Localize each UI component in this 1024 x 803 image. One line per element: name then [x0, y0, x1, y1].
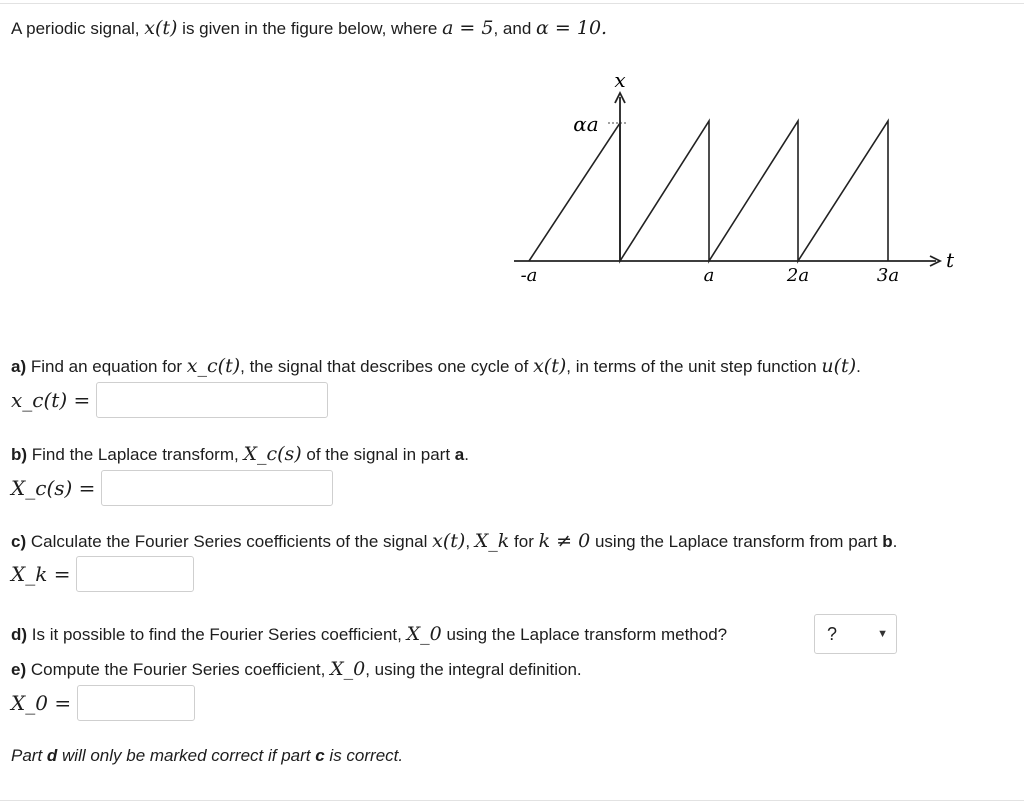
part-c-xk: X_k — [474, 530, 510, 552]
part-e-answer-row — [11, 683, 195, 723]
part-c-sep: , — [465, 532, 475, 551]
part-b-text1: Find the Laplace transform, — [27, 445, 244, 464]
part-a-answer-input[interactable] — [96, 382, 328, 418]
part-c-ref: b — [882, 532, 893, 551]
part-d-text1: Is it possible to find the Fourier Series coefficient, — [27, 625, 407, 644]
chevron-down-icon: ▼ — [877, 628, 888, 640]
note-t1: Part — [11, 746, 47, 765]
part-e-answer-input[interactable] — [77, 685, 195, 721]
part-a-label: a) — [11, 357, 27, 376]
part-e-answer-prefix: X_0 = — [11, 691, 72, 715]
t-axis-label: t — [945, 248, 955, 272]
part-c-text3: using the Laplace transform from part — [590, 532, 883, 551]
part-e-question — [11, 658, 582, 680]
part-c-text1: Calculate the Fourier Series coefficients of the signal — [26, 532, 433, 551]
part-c-answer-row — [11, 554, 194, 594]
intro-and: , and — [493, 19, 537, 38]
part-c-cond: k ≠ 0 — [538, 530, 591, 552]
intro-alpha-eq: α = 10. — [536, 17, 608, 39]
part-e-text1: Compute the Fourier Series coefficient, — [26, 660, 331, 679]
sawtooth-plot — [504, 63, 964, 333]
tick-label-3a: 3a — [876, 265, 900, 286]
part-b-answer-input[interactable] — [101, 470, 333, 506]
part-c-text4: . — [892, 532, 898, 551]
part-c-question — [11, 530, 897, 552]
part-e-x0: X_0 — [330, 658, 366, 680]
intro-mid: is given in the figure below, where — [177, 19, 443, 38]
bottom-border — [0, 800, 1024, 801]
intro-line — [11, 17, 607, 39]
part-c-text2: for — [509, 532, 539, 551]
part-d-x0: X_0 — [406, 623, 442, 645]
part-a-text3: , in terms of the unit step function — [566, 357, 822, 376]
note-t3: is correct. — [324, 746, 404, 765]
part-a-xct: x_c(t) — [186, 355, 241, 377]
part-c-answer-input[interactable] — [76, 556, 194, 592]
part-d-text2: using the Laplace transform method? — [441, 625, 728, 644]
part-a-text1: Find an equation for — [26, 357, 187, 376]
part-a-text4: . — [856, 357, 861, 376]
intro-text: A periodic signal, — [11, 19, 140, 38]
part-b-text3: . — [464, 445, 469, 464]
tick-label-a: a — [703, 265, 715, 286]
part-a-question — [11, 355, 861, 377]
part-c-answer-prefix: X_k = — [11, 562, 71, 586]
part-d-select[interactable] — [814, 614, 897, 654]
part-b-xcs: X_c(s) — [243, 443, 302, 465]
top-border — [0, 3, 1024, 4]
y-axis-label: x — [614, 68, 626, 92]
grading-note — [11, 746, 403, 766]
part-a-ut: u(t) — [821, 355, 857, 377]
part-d-question — [11, 623, 727, 645]
part-e-text2: , using the integral definition. — [365, 660, 582, 679]
part-e-label: e) — [11, 660, 27, 679]
part-b-ref: a — [454, 445, 465, 464]
intro-a-eq: a = 5 — [442, 17, 494, 39]
signal-figure — [504, 63, 964, 333]
tick-label-2a: 2a — [786, 265, 810, 286]
part-b-answer-row — [11, 468, 333, 508]
note-d: d — [46, 746, 58, 765]
part-a-answer-prefix: x_c(t) = — [11, 388, 91, 412]
part-d-select-value: ? — [827, 623, 838, 644]
note-c: c — [315, 746, 325, 765]
part-a-text2: , the signal that describes one cycle of — [240, 357, 534, 376]
part-c-xt: x(t) — [432, 530, 466, 552]
part-b-answer-prefix: X_c(s) = — [11, 476, 96, 500]
part-c-label: c) — [11, 532, 27, 551]
part-a-answer-row — [11, 380, 328, 420]
intro-xt: x(t) — [144, 17, 178, 39]
part-b-label: b) — [11, 445, 28, 464]
peak-label: αa — [573, 112, 599, 136]
part-a-xt: x(t) — [533, 355, 567, 377]
note-t2: will only be marked correct if part — [57, 746, 316, 765]
part-d-label: d) — [11, 625, 28, 644]
part-b-question — [11, 443, 469, 465]
part-b-text2: of the signal in part — [301, 445, 455, 464]
tick-label-neg-a: -a — [520, 265, 538, 286]
